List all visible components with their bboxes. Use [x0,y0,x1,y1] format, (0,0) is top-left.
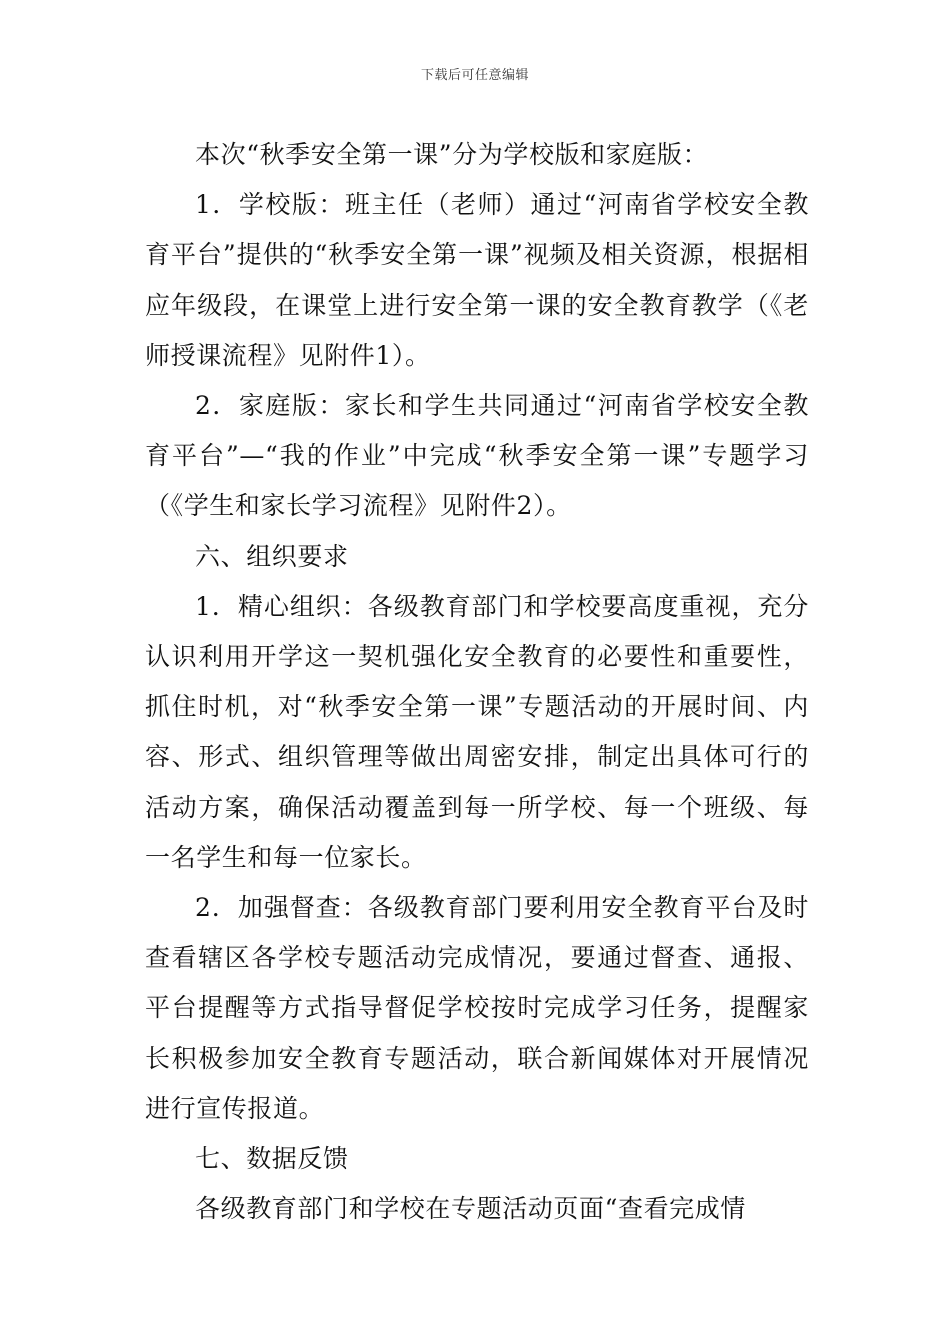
paragraph-data-feedback: 各级教育部门和学校在专题活动页面“查看完成情 [195,1194,746,1224]
paragraph-strengthen-supervision: 2．加强督查：各级教育部门要利用安全教育平台及时查看辖区各学校专题活动完成情况，要通过督查、通报、平台提醒等方式指导督促学校按时完成学习任务，提醒家长积极参加安全教育专题活动，联合新闻媒体对开展情况进行宣传报道。 [145,893,809,1123]
section-heading-organization: 六、组织要求 [195,541,349,571]
paragraph-school-version: 1．学校版：班主任（老师）通过“河南省学校安全教育平台”提供的“秋季安全第一课”视频及相关资源，根据相应年级段，在课堂上进行安全第一课的安全教育教学（《老师授课流程》见附件1）。 [145,190,809,370]
section-heading-data-feedback: 七、数据反馈 [195,1144,349,1174]
paragraph-family-version: 2．家庭版：家长和学生共同通过“河南省学校安全教育平台”—“我的作业”中完成“秋季安全第一课”专题学习（《学生和家长学习流程》见附件2）。 [145,391,809,521]
paragraph-intro: 本次“秋季安全第一课”分为学校版和家庭版： [195,140,709,169]
document-body [145,130,809,1234]
page-header-note: 下载后可任意编辑 [420,68,529,83]
paragraph-careful-organization: 1．精心组织：各级教育部门和学校要高度重视，充分认识利用开学这一契机强化安全教育的必要性和重要性，抓住时机，对“秋季安全第一课”专题活动的开展时间、内容、形式、组织管理等做出周密安排，制定出具体可行的活动方案，确保活动覆盖到每一所学校、每一个班级、每一名学生和每一位家长。 [145,591,809,872]
